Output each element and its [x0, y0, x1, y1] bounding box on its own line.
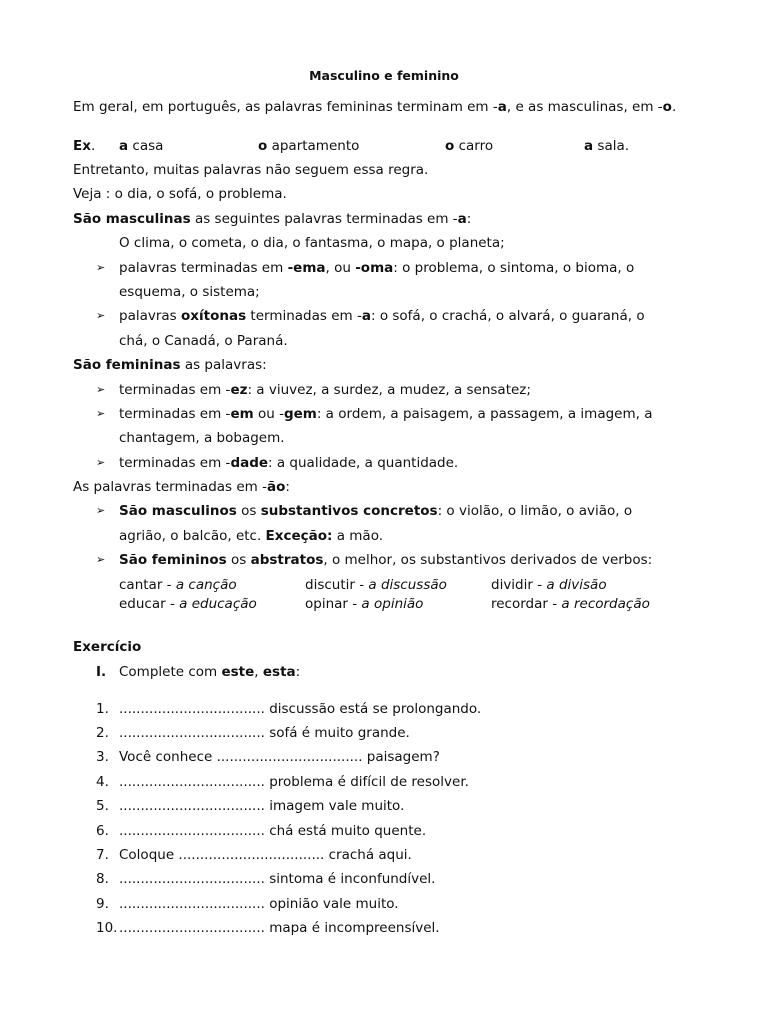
exercise-item-number: 2. [96, 725, 109, 741]
masculine-list: O clima, o cometa, o dia, o fantasma, o mapa, o planeta; [119, 235, 505, 251]
intro-text: Em geral, em português, as palavras femininas terminam em - [73, 99, 498, 115]
verb-pair: discutir - a discussão [305, 577, 447, 593]
feminine-bullet-3: terminadas em -dade: a qualidade, a quantidade. [119, 455, 459, 471]
arrow-bullet-icon: ➢ [96, 261, 106, 274]
ao-heading: As palavras terminadas em -ão: [73, 479, 290, 495]
masculine-bullet-1: palavras terminadas em -ema, ou -oma: o problema, o sintoma, o bioma, o [119, 260, 635, 276]
example-item: a sala. [584, 138, 630, 154]
exercise-item-number: 7. [96, 847, 109, 863]
masculine-heading: São masculinas as seguintes palavras terminadas em -a: [73, 211, 472, 227]
page-title: Masculino e feminino [309, 68, 459, 83]
exercise-item: .................................. sintoma é inconfundível. [119, 871, 436, 887]
feminine-bullet-1: terminadas em -ez: a viuvez, a surdez, a mudez, a sensatez; [119, 382, 531, 398]
feminine-bullet-2: terminadas em -em ou -gem: a ordem, a paisagem, a passagem, a imagem, a [119, 406, 653, 422]
arrow-bullet-icon: ➢ [96, 456, 106, 469]
verb-pair: cantar - a canção [119, 577, 237, 593]
intro-text: , e as masculinas, em - [506, 99, 663, 115]
exercise-heading: Exercício [73, 639, 142, 655]
arrow-bullet-icon: ➢ [96, 383, 106, 396]
masculine-bullet-2-cont: chá, o Canadá, o Paraná. [119, 333, 288, 349]
exercise-item: .................................. chá está muito quente. [119, 823, 427, 839]
exercise-item-number: 3. [96, 749, 109, 765]
example-item: o apartamento [258, 138, 360, 154]
arrow-bullet-icon: ➢ [96, 309, 106, 322]
see-line: Veja : o dia, o sofá, o problema. [73, 186, 287, 202]
example-item: o carro [445, 138, 494, 154]
exercise-item-number: 1. [96, 701, 109, 717]
however-line: Entretanto, muitas palavras não seguem essa regra. [73, 162, 429, 178]
verb-pair: dividir - a divisão [491, 577, 607, 593]
feminine-heading: São femininas as palavras: [73, 357, 267, 373]
arrow-bullet-icon: ➢ [96, 553, 106, 566]
arrow-bullet-icon: ➢ [96, 407, 106, 420]
exercise-item: .................................. sofá é muito grande. [119, 725, 410, 741]
intro-bold-o: o [662, 99, 672, 115]
ao-bullet-1: São masculinos os substantivos concretos: o violão, o limão, o avião, o [119, 503, 633, 519]
arrow-bullet-icon: ➢ [96, 504, 106, 517]
exercise-item-number: 9. [96, 896, 109, 912]
example-label: Ex. [73, 138, 96, 154]
exercise-item: .................................. mapa é incompreensível. [119, 920, 440, 936]
exercise-item: .................................. imagem vale muito. [119, 798, 405, 814]
verb-pair: recordar - a recordação [491, 596, 650, 612]
exercise-item: .................................. opinião vale muito. [119, 896, 399, 912]
exercise-item-number: 4. [96, 774, 109, 790]
intro-paragraph [73, 98, 676, 116]
exercise-item: .................................. problema é difícil de resolver. [119, 774, 469, 790]
intro-text: . [671, 99, 677, 115]
example-item: a casa [119, 138, 164, 154]
masculine-bullet-2: palavras oxítonas terminadas em -a: o sofá, o crachá, o alvará, o guaraná, o [119, 308, 645, 324]
intro-bold-a: a [497, 99, 507, 115]
ao-bullet-1-cont: agrião, o balcão, etc. Exceção: a mão. [119, 528, 384, 544]
exercise-item: Você conhece .................................. paisagem? [119, 749, 440, 765]
exercise-roman-numeral: I. [96, 664, 107, 680]
ao-bullet-2: São femininos os abstratos, o melhor, os substantivos derivados de verbos: [119, 552, 653, 568]
exercise-item-number: 6. [96, 823, 109, 839]
exercise-item: .................................. discussão está se prolongando. [119, 701, 482, 717]
exercise-item-number: 8. [96, 871, 109, 887]
exercise-item-number: 5. [96, 798, 109, 814]
verb-pair: opinar - a opinião [305, 596, 424, 612]
masculine-bullet-1-cont: esquema, o sistema; [119, 284, 260, 300]
verb-pair: educar - a educação [119, 596, 257, 612]
feminine-bullet-2-cont: chantagem, a bobagem. [119, 430, 285, 446]
exercise-item: Coloque .................................. crachá aqui. [119, 847, 412, 863]
exercise-instruction: Complete com este, esta: [119, 664, 301, 680]
exercise-item-number: 10. [96, 920, 118, 936]
